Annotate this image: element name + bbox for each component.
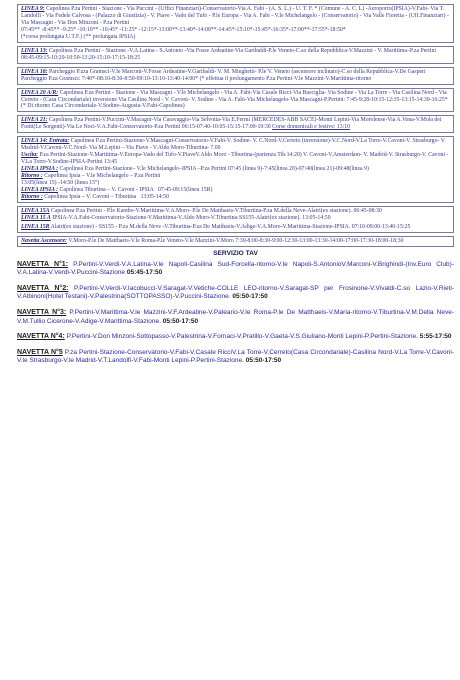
- ritorno-times: 13:05(linea 15) -14:50 (linea 15°): [21, 180, 100, 187]
- navetta-route: P.Pertini-V.Verdi-V.A.Latina-V.le Napoli-Casilina Sud-Forcella-ritorno-V.le Napoli-S.AntonioV.Marconi-V.Brighindi-(Inv.Euro Club)-V.A.Latina-V.Verdi-V.Puccini-Stazione: [17, 260, 454, 277]
- line-route: Capolinea Tiburtina – V. Cavoni - IPSIA: [59, 187, 154, 194]
- line-route: Capolinea P.za Pertini - Stazione - Via Puccini - (Uffici Finanziari)-Conservatorio-Via A. Fabi - (A. S. L.) - U. T. F. * (Comune - A. C. L) -Aeroporto(IPSIA)-V.Fabi- Via T. Landolfi - Via Fedele Calvosa - (Palazzo di Giustizia) - V. Piave - Vado del Tufo - P.le Europa - Via A. Fabi - V.le Michelangelo - (Conservatorio) - Via Valle Fioretta - (Uff.Finanziari) - Via Mascagni - Via Don Minzoni - P.za Pertini: [21, 6, 449, 26]
- ritorno-route: Capolinea Ipsia – V.le Michelangelo – P.za Pertini: [44, 173, 161, 180]
- line-route: Capolinea P.za Pertini-Stazione-V.Mascagni-Conservatorio-V.Fabi-V. Sodine- V. C.Nord-V.Cerreto (inversione)-V.C.Nord-V.La Torre-V.Cavoni-V. Strasburgo- V. Madrid-V.Cavoni-V.C.Nord- Via M.Lepini – Via Piave - V.Aldo Moro-Tiburtina- 7.00: [21, 138, 446, 152]
- line-label: Navetta Ascensore:: [21, 237, 67, 244]
- line-18-box: [17, 67, 454, 85]
- line-13-box: [17, 46, 454, 64]
- line-route: IPSIA-V.A.Fabi-Conservatorio-Stazione-V.Marittima-V.Aldo Moro-V.Tiburtina-SS155-Alatri(ex stazione).: [52, 214, 301, 221]
- navetta-1: [17, 260, 454, 278]
- line-times: 13:05-14:50: [302, 214, 331, 221]
- ritorno-label: Ritorno :: [21, 173, 43, 180]
- line-route: Parcheggio P.zza Gramsci-V.le Marconi-V.Fosse Ardeatine-V.Garibaldi- V. M. Minghetti- P.le V. Veneto (ascensore inclinato)-C.so della Repubblica-V.De Gasperi Parcheggio P.za Gramsci:: [21, 68, 426, 82]
- line-times: 07:45-09:15(linea 15R): [157, 187, 213, 194]
- line-times: 07:45** -8:45** -9:25* -10:10** -10:45* -11:25* -12:15*-13:00**-13:40*-14:00**-14:45*-15:10*-15:45*-16:35*-17:00**-17:55*-18:50*: [21, 26, 346, 33]
- navetta-times: 05:45-17:50: [126, 269, 163, 277]
- line-times: 07:10-09:00-13:40-15:25: [351, 223, 411, 230]
- ritorno-times: 13:05-14:50: [140, 193, 169, 200]
- line-20-box: [17, 88, 454, 113]
- navetta-label: NAVETTA N°4:: [17, 333, 65, 341]
- line-route: Capolinea P.za Pertini - P.le Kambo-V.Marittima-V.A.Moro- P.le De Matthaeis-V.Tiburtina-P.za M.della Neve-Alatri(ex stazione).: [50, 207, 352, 214]
- line-times: 7:45-9:28-10:15-12:35-13:15-14:30-16:25*: [346, 96, 448, 103]
- navetta-3: [17, 308, 454, 326]
- navetta-4: [17, 332, 454, 342]
- line-label: LINEA 13:: [21, 47, 48, 54]
- navetta-2: [17, 284, 454, 302]
- line-times: 06:15-07:40-10:05-15:15-17:00-19:30: [181, 124, 271, 131]
- navetta-route: P.za Pertini-Stazione-Conservatorio-V.Fabi-V.Casale RicciV.La Torre-V.Cerreto(Casa Circondariale)-Casilina Nord-V.La Torre-V.Cavoni-V.le Strasburgo-V.le Madrid-V.T.Landolfi-V.Fabi-Monti Lepini-P.Pertini-Stazione.: [17, 348, 455, 365]
- line-label: LINEA 14: Entrata:: [21, 138, 70, 145]
- navetta-label: NAVETTA N°1:: [17, 260, 69, 268]
- navetta-route: P.Pertini-V.Verdi-V.Iacobucci-V.Saragat-V.Vetiche-COLLE LEO-ritorno-V.Saragat-SP per Frosinone-V.Vivaldi-C.so Lazio-V.Rieti-V.Albinoni(Hotel Testani)-V.Palestrina(SOTTOPASSO)-V.Puccini-Stazione.: [17, 284, 455, 301]
- line-label: LINEA 9:: [21, 6, 45, 12]
- line-notes: (* Di ritorno Casa Circondariale-V.Sodine-Augusta-V.Fabi-Capolinea): [21, 103, 185, 110]
- navetta-route: P.Pertini-V.Don Minzoni-Sottopasso-V.Palestrina-V.Fornaci-V.Pratillo-V.Gaeta-V.S.Giuliano-Monti Lepini-P.Pertini-Stazione.: [66, 333, 418, 341]
- line-label: LINEA 21:: [21, 117, 48, 124]
- line-21-box: [17, 115, 454, 133]
- line-label: LINEA 15 A: [21, 214, 51, 221]
- navetta-times: 05:50-17:50: [245, 357, 282, 365]
- line-15-box: [17, 206, 454, 233]
- line-label: LINEA 15A: [21, 207, 50, 214]
- line-label: LINEA 18:: [21, 68, 48, 75]
- line-label: LINEA 20 A/R:: [21, 89, 59, 96]
- line-notes: Corse domenicali e festive: 13:10: [272, 124, 351, 131]
- line-notes: (*corsa prolungata U.T.F.) (** prolungata IPSIA): [21, 33, 136, 40]
- line-9-box: [17, 4, 454, 43]
- line-times: 7:40*-08:10-8:30-8:50-09:10-13:10-13:40-14:00*: [81, 75, 199, 82]
- line-times: 7:30-8:00-8:30-9:00-12:30-13:00-13:30-14:00-17:00-17:30-18:00-18:30: [235, 237, 404, 244]
- uscita-route: P.za Pertini-Stazione-V.Marittima-V.Europa-Vado del Tufo-V.PiaveV.Aldo Moro - Tiburtina-(partenza Tib.14:20) V. Cavoni-V.Amsterdam- V. Madrid-V. Strasburgo-V. Cavoni - V.La Torre-V.Sodine-IPSIA-Pertini 13:45: [21, 152, 449, 166]
- line-label: LINEA 15R: [21, 223, 50, 230]
- navetta-times: 05:50-17:50: [162, 317, 199, 325]
- ritorno-route: Capolinea Ipsia – V. Cavoni – Tiburtina: [44, 193, 137, 200]
- servizio-tav-title: SERVIZIO TAV: [213, 249, 258, 257]
- navetta-ascensore-box: [17, 236, 454, 247]
- navetta-label: NAVETTA N°5: [17, 348, 63, 356]
- navetta-route: P.Pertini-V.Marittima-V.le Mazzini-V.F.Ardeatine-V.Paleario-V.le Roma-P.le De Matthaeis-V.Maria-ritorno-V.Tiburtina-V.M.Della Neve-V.M.Tullio Cicerone-V.Adige-V.Marittima-Stazione.: [17, 308, 455, 325]
- line-route: Capolinea P.za Pertini – Stazione -V.A.Latina - S.Antonio -Via Fosse Ardeatine-Via Garibaldi-P.le Veneto-C.so della Repubblica-V.Mazzini - V. Marittima–P.za Pertini: [49, 47, 436, 54]
- navetta-5: [17, 348, 454, 366]
- navetta-times: 05:50-17:50: [232, 293, 268, 301]
- uscita-label: Uscita:: [21, 152, 39, 159]
- line-route: Alatri(ex stazione) - SS155 - P.za M.della Neve -V.Tiburtina-P.za De Matthaeis-V.Adige-V.A.Moro-V.Marittima-Stazione-IPSIA.: [50, 223, 351, 230]
- line-route: V.Moro-P.le De Matthaeis-V.le Roma-P.le Veneto-V.le Mazzini-V.Moro: [68, 237, 234, 244]
- line-label: LINEA IPSIA :: [21, 166, 59, 173]
- line-route: Capolinea P.za Pertini-Stazione– V.le Michelangelo–IPSIA –P.za Pertini 07:45 (linea 9)-7:45(linea 20)-07:40(linea 21)-09:48(linea 9): [59, 166, 369, 173]
- line-times: 06:45-08:30: [353, 207, 382, 214]
- line-notes: (* effettua il prolungamento P.za Pertini-V.le Mazzini-V.Marittima-ritorno: [199, 75, 372, 82]
- line-route: Capolinea P.za Pertini - Stazione - Via Mascagni - V.le Michelangelo - Via A. Fabi-Via Casale Ricci-Via Busciglia- Via Sodine - Via La Torre - Via Casilina Nord - Via Cerreto - (Casa Circondariale) inversione Via Casilina Nord - V. Cavoni- V. Sodine - Via A. Fabi-Via Michelangelo-Via Mascagni-P.Pertini:: [21, 89, 447, 103]
- line-times: 08:45-09:15-10:20-10:50-13:20-15:10-17:15-18:25: [21, 54, 141, 61]
- line-label: LINEA IPSIA :: [21, 187, 59, 194]
- line-14-ipsia-box: [17, 136, 454, 203]
- navetta-label: NAVETTA N°3:: [17, 308, 67, 316]
- navetta-label: NAVETTA N°2:: [17, 284, 69, 292]
- line-route: Capolinea P.za Pertini-V.Puccini-V.Macagni-Via Caravaggio-Via Selvotta-Via E.Fermi (MERCEDES-ABB SACE)-Monti Lepini-Via Morolense-Via A.Vona-V.Mola dei Fratti(Le Sorgenti)-Via Le Noci-V.A.Fabi-Conservatorio-P.za Pertini: [21, 117, 442, 131]
- ritorno-label: Ritorno :: [21, 193, 43, 200]
- navetta-times: 5:55-17:50: [419, 333, 452, 341]
